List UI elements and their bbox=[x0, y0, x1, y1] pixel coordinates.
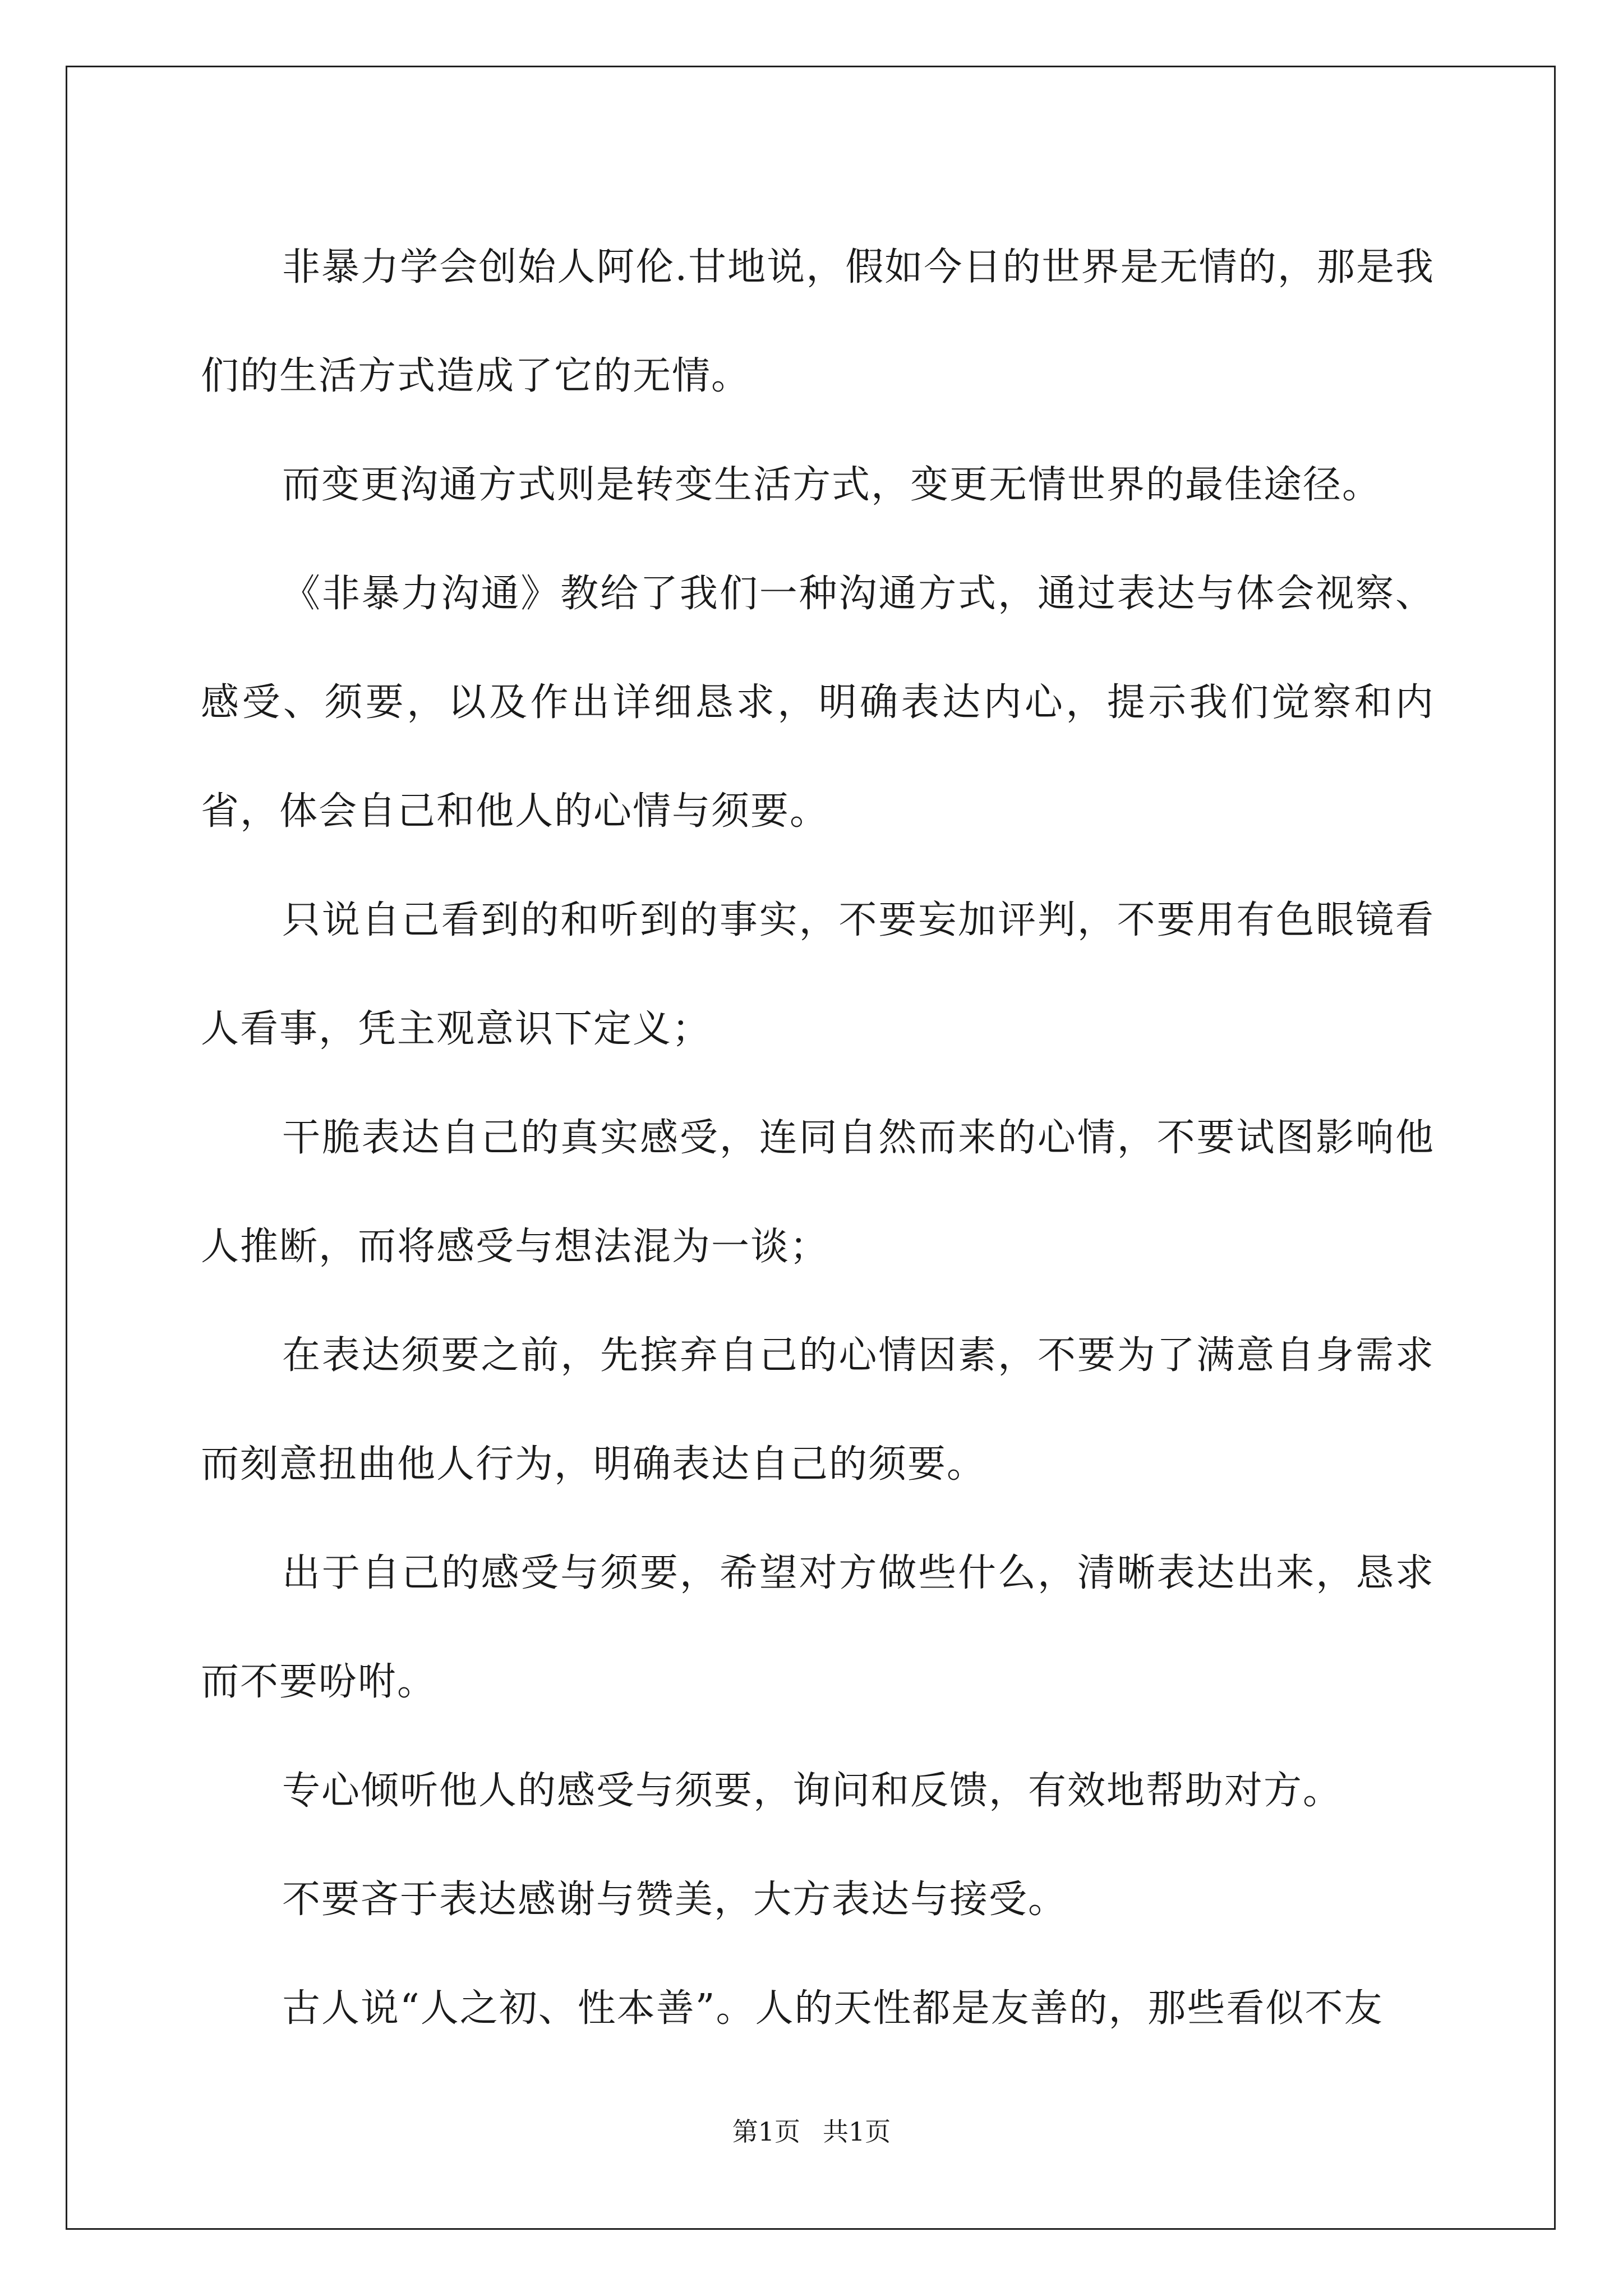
paragraph: 非暴力学会创始人阿伦.甘地说，假如今日的世界是无情的，那是我们的生活方式造成了它的无情。 bbox=[201, 245, 1435, 398]
paragraph: 只说自己看到的和听到的事实，不要妄加评判，不要用有色眼镜看人看事，凭主观意识下定义； bbox=[201, 898, 1435, 1051]
paragraph: 古人说“人之初、性本善”。人的天性都是友善的，那些看似不友 bbox=[282, 1986, 1384, 2031]
page-total: 共1页 bbox=[823, 2116, 891, 2147]
paragraph: 在表达须要之前，先摈弃自己的心情因素，不要为了满意自身需求而刻意扭曲他人行为，明确表达自己的须要。 bbox=[201, 1333, 1435, 1487]
document-body bbox=[201, 213, 1435, 2063]
paragraph: 专心倾听他人的感受与须要，询问和反馈，有效地帮助对方。 bbox=[282, 1769, 1343, 1813]
paragraph: 不要吝于表达感谢与赞美，大方表达与接受。 bbox=[282, 1878, 1068, 1922]
paragraph: 《非暴力沟通》教给了我们一种沟通方式，通过表达与体会视察、感受、须要，以及作出详细恳求，明确表达内心，提示我们觉察和内省，体会自己和他人的心情与须要。 bbox=[201, 572, 1435, 834]
page-number: 第1页 bbox=[732, 2116, 800, 2147]
paragraph: 而变更沟通方式则是转变生活方式，变更无情世界的最佳途径。 bbox=[282, 463, 1382, 507]
paragraph: 干脆表达自己的真实感受，连同自然而来的心情，不要试图影响他人推断，而将感受与想法混为一谈； bbox=[201, 1116, 1435, 1269]
paragraph: 出于自己的感受与须要，希望对方做些什么，清晰表达出来，恳求而不要吩咐。 bbox=[201, 1551, 1435, 1704]
page-footer bbox=[0, 2115, 1623, 2148]
